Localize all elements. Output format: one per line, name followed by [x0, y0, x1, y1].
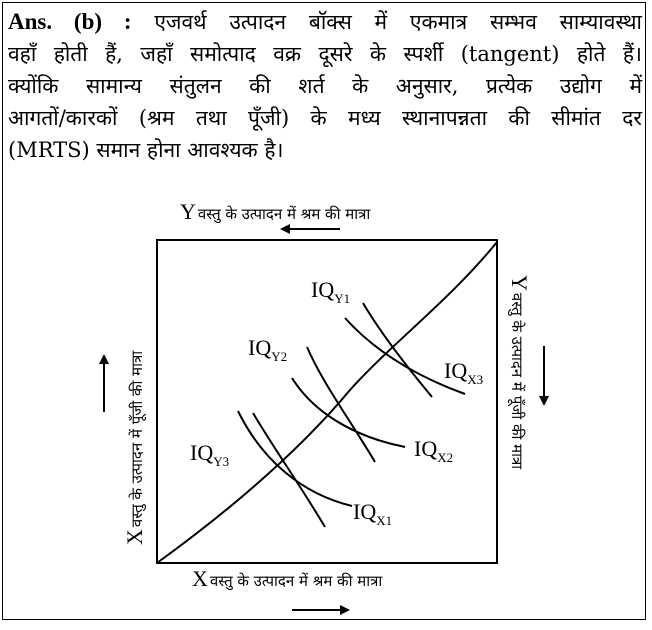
- iq-x1-curve: [238, 411, 352, 506]
- right-axis-label: Yवस्तु के उत्पादन में पूँजी की मात्रा: [507, 275, 532, 470]
- answer-line-4: आगतों/कारकों (श्रम तथा पूँजी) के मध्य स्थानापन्नता की सीमांत दर: [8, 106, 642, 130]
- bottom-axis-label: X वस्तु के उत्पादन में श्रम की मात्रा: [192, 566, 383, 591]
- iq-x1-label: $IQ_{X1}$: [353, 499, 393, 528]
- answer-line-2: वहाँ होती हैं, जहाँ समोत्पाद वक्र दूसरे के स्पर्शी (tangent) होते हैं।: [8, 42, 642, 66]
- iq-y1-curve: [363, 303, 432, 397]
- iq-y1-label: $IQ_{Y1}$: [311, 277, 351, 306]
- left-axis-label: Xवस्तु के उत्पादन में पूँजी की मात्रा: [122, 350, 147, 545]
- answer-lead: Ans. (b) :: [8, 9, 132, 34]
- iq-x2-curve: [292, 378, 405, 447]
- answer-line-3: क्योंकि सामान्य संतुलन की शर्त के अनुसार, प्रत्येक उद्योग में: [8, 74, 642, 98]
- iq-x3-label: $IQ_{X3}$: [444, 358, 484, 387]
- answer-line-1-text: एजवर्थ उत्पादन बॉक्स में एकमात्र सम्भव साम्यावस्था: [154, 10, 642, 34]
- iq-y2-curve: [307, 347, 375, 462]
- answer-line-5: (MRTS) समान होना आवश्यक है।: [8, 138, 284, 162]
- iq-x2-label: $IQ_{X2}$: [414, 436, 454, 465]
- top-axis-label: Y वस्तु के उत्पादन में श्रम की मात्रा: [180, 199, 371, 224]
- iq-y3-label: $IQ_{Y3}$: [190, 440, 230, 469]
- iq-y2-label: $IQ_{Y2}$: [248, 335, 288, 364]
